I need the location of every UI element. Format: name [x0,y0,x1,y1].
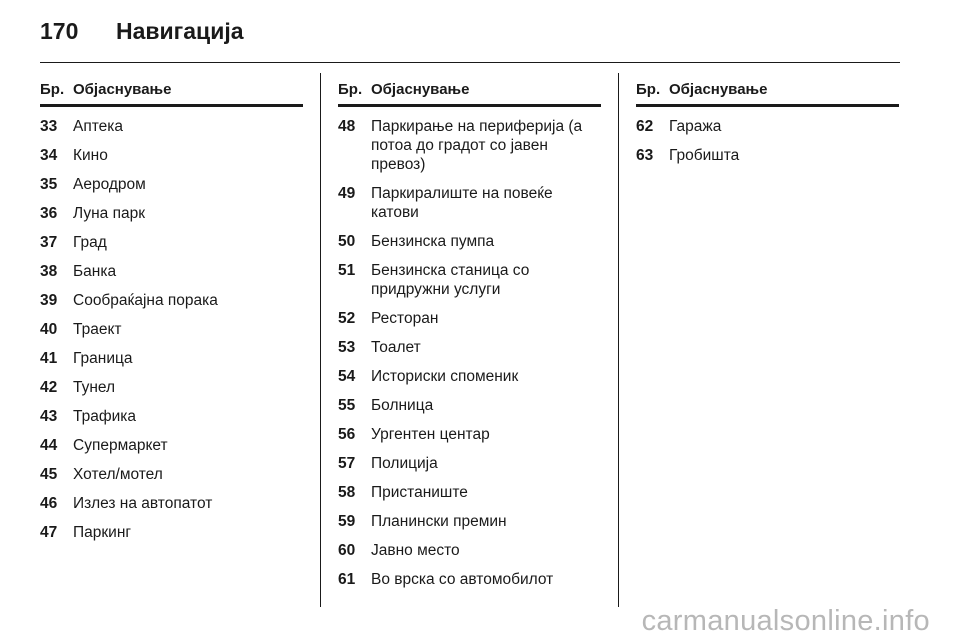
header-description-label: Објаснување [371,81,470,98]
table-row [338,113,601,180]
symbol-description: Паркинг [73,524,132,541]
table-row [338,305,601,334]
symbol-number: 51 [338,262,356,279]
table-row [40,490,303,519]
symbol-description: Гробишта [669,147,740,164]
symbol-description: Во врска со автомобилот [371,571,554,588]
symbol-number: 53 [338,339,356,356]
table-header [338,81,601,107]
header-description-label: Објаснување [669,81,768,98]
section-title: Навигација [116,18,244,44]
table-row [338,257,601,305]
symbol-number: 38 [40,263,58,280]
symbol-description: Планински премин [371,513,507,530]
table-row [338,228,601,257]
table-row [338,334,601,363]
table-row [338,479,601,508]
symbol-number: 58 [338,484,356,501]
symbol-number: 56 [338,426,356,443]
symbol-number: 63 [636,147,654,164]
symbol-description: Бензинска станица со придружни услуги [371,262,530,298]
table-row [40,258,303,287]
symbol-description: Историски споменик [371,368,519,385]
symbol-description: Хотел/мотел [73,466,163,483]
symbol-description: Аптека [73,118,124,135]
header-number-label: Бр. [636,81,661,98]
symbol-description: Тунел [73,379,116,396]
symbol-number: 52 [338,310,356,327]
table-header [40,81,303,107]
symbol-description: Излез на автопатот [73,495,213,512]
table-row [636,113,899,142]
table-row [40,200,303,229]
symbol-description: Гаража [669,118,722,135]
symbol-number: 47 [40,524,58,541]
symbol-number: 46 [40,495,58,512]
symbol-number: 61 [338,571,356,588]
table-rows [636,113,899,171]
table-row [40,432,303,461]
column-divider [618,73,619,607]
symbol-number: 57 [338,455,356,472]
table-row [40,403,303,432]
symbol-description: Супермаркет [73,437,168,454]
symbol-number: 33 [40,118,58,135]
table-row [40,171,303,200]
watermark: carmanualsonline.info [641,605,930,637]
table-row [338,537,601,566]
symbol-description: Град [73,234,107,251]
symbol-description: Банка [73,263,117,280]
table-rows [338,113,601,595]
table-column-2 [338,81,601,595]
table-row [338,566,601,595]
table-column-1 [40,81,303,548]
symbol-description: Тоалет [371,339,421,356]
symbol-number: 41 [40,350,58,367]
table-row [40,113,303,142]
symbol-number: 34 [40,147,58,164]
symbol-number: 44 [40,437,58,454]
symbol-number: 55 [338,397,356,414]
table-header [636,81,899,107]
table-rows [40,113,303,548]
symbol-description: Бензинска пумпа [371,233,495,250]
table-row [40,229,303,258]
page-number: 170 [40,18,79,44]
table-row [338,363,601,392]
symbol-number: 49 [338,185,356,202]
symbol-description: Ургентен центар [371,426,490,443]
header-number-label: Бр. [40,81,65,98]
symbol-description: Луна парк [73,205,145,222]
symbol-number: 37 [40,234,58,251]
symbol-description: Полиција [371,455,438,472]
symbol-description: Граница [73,350,133,367]
symbol-description: Траект [73,321,122,338]
table-row [40,345,303,374]
table-row [338,450,601,479]
symbol-description: Сообраќајна порака [73,292,218,309]
symbol-description: Кино [73,147,108,164]
symbol-description: Паркирање на периферија (а потоа до градот со јавен превоз) [371,118,583,173]
table-row [40,461,303,490]
symbol-description: Паркиралиште на повеќе катови [371,185,553,221]
symbol-number: 39 [40,292,58,309]
symbol-number: 36 [40,205,58,222]
symbol-description: Пристаниште [371,484,468,501]
table-row [40,519,303,548]
symbol-number: 43 [40,408,58,425]
table-row [338,508,601,537]
table-row [40,287,303,316]
header-rule [40,62,900,63]
symbol-description: Јавно место [371,542,460,559]
symbol-number: 62 [636,118,654,135]
symbol-number: 54 [338,368,356,385]
table-row [40,142,303,171]
header-description-label: Објаснување [73,81,172,98]
symbol-description: Ресторан [371,310,439,327]
symbol-number: 60 [338,542,356,559]
page-header [40,16,244,46]
table-row [40,316,303,345]
table-column-3 [636,81,899,171]
symbol-number: 42 [40,379,58,396]
table-row [338,392,601,421]
symbol-number: 40 [40,321,58,338]
column-divider [320,73,321,607]
symbol-description: Аеродром [73,176,146,193]
symbol-number: 50 [338,233,356,250]
symbol-number: 48 [338,118,356,135]
table-row [338,421,601,450]
symbol-number: 45 [40,466,58,483]
table-row [636,142,899,171]
symbol-description: Трафика [73,408,136,425]
table-row [40,374,303,403]
symbol-number: 59 [338,513,356,530]
table-row [338,180,601,228]
header-number-label: Бр. [338,81,363,98]
symbol-description: Болница [371,397,434,414]
symbol-number: 35 [40,176,58,193]
